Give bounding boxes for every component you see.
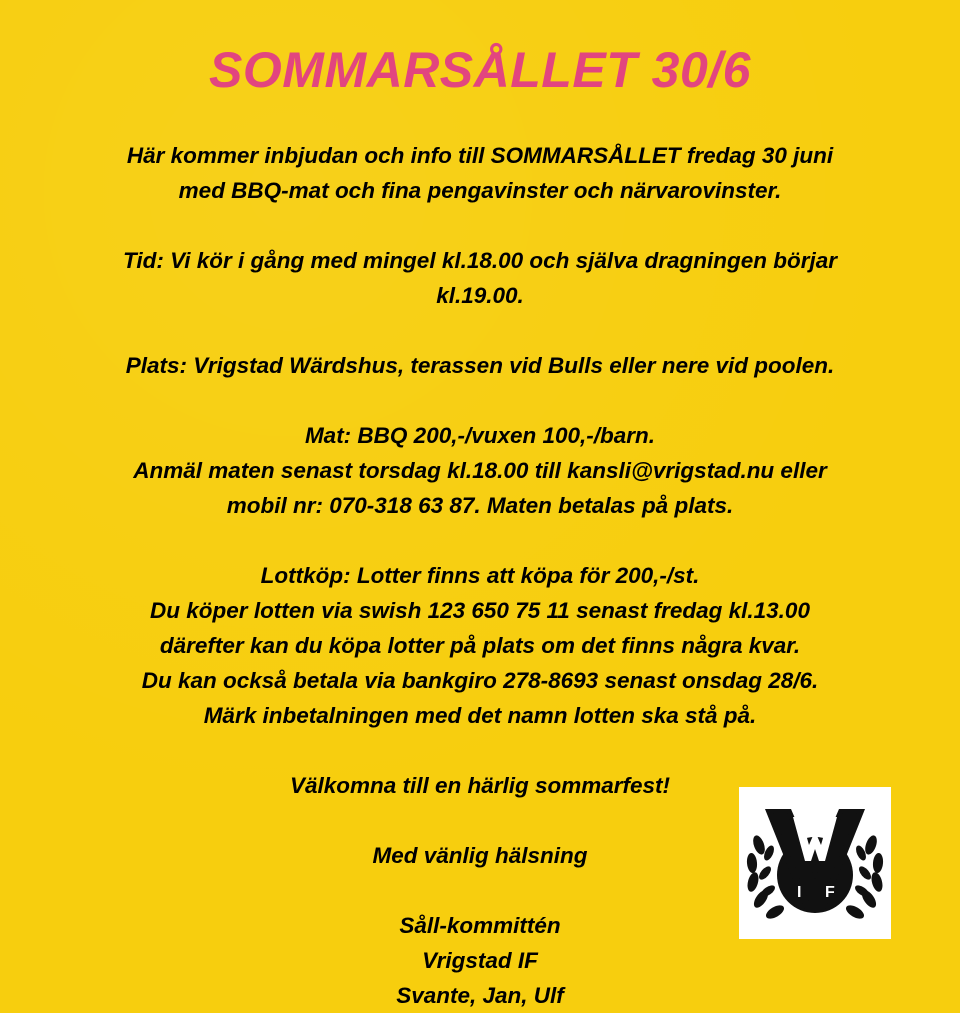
- club-crest-icon: [739, 787, 891, 939]
- intro-paragraph: [40, 138, 920, 208]
- intro-line: Här kommer inbjudan och info till SOMMARSÅLLET fredag 30 juni: [126, 143, 834, 168]
- time-line: Tid: Vi kör i gång med mingel kl.18.00 och själva dragningen börjar: [123, 248, 837, 273]
- lottery-line: därefter kan du köpa lotter på plats om det finns några kvar.: [159, 633, 801, 658]
- food-line: Mat: BBQ 200,-/vuxen 100,-/barn.: [304, 423, 656, 448]
- food-line: mobil nr: 070-318 63 87. Maten betalas på plats.: [226, 493, 734, 518]
- vrigstad-if-logo: [739, 787, 891, 939]
- food-paragraph: [40, 418, 920, 523]
- signature-line: Vrigstad IF: [422, 948, 538, 973]
- svg-text:I: I: [797, 884, 802, 901]
- place-paragraph: [40, 348, 920, 383]
- lottery-line: Du kan också betala via bankgiro 278-8693 senast onsdag 28/6.: [141, 668, 819, 693]
- time-paragraph: [40, 243, 920, 313]
- lottery-paragraph: [40, 558, 920, 733]
- page-title: SOMMARSÅLLET 30/6: [209, 42, 751, 98]
- signature-line: Såll-kommittén: [399, 913, 561, 938]
- intro-line: med BBQ-mat och fina pengavinster och närvarovinster.: [178, 178, 782, 203]
- time-line: kl.19.00.: [436, 283, 524, 308]
- lottery-line: Lottköp: Lotter finns att köpa för 200,-/st.: [260, 563, 700, 588]
- lottery-line: Du köper lotten via swish 123 650 75 11 senast fredag kl.13.00: [150, 598, 810, 623]
- food-line: Anmäl maten senast torsdag kl.18.00 till kansli@vrigstad.nu eller: [133, 458, 827, 483]
- place-line: Plats: Vrigstad Wärdshus, terassen vid Bulls eller nere vid poolen.: [125, 353, 835, 378]
- svg-text:F: F: [825, 884, 835, 901]
- greeting-line: Med vänlig hälsning: [372, 843, 588, 868]
- signature-line: Svante, Jan, Ulf: [396, 983, 564, 1008]
- welcome-line: Välkomna till en härlig sommarfest!: [289, 773, 671, 798]
- lottery-line: Märk inbetalningen med det namn lotten ska stå på.: [203, 703, 757, 728]
